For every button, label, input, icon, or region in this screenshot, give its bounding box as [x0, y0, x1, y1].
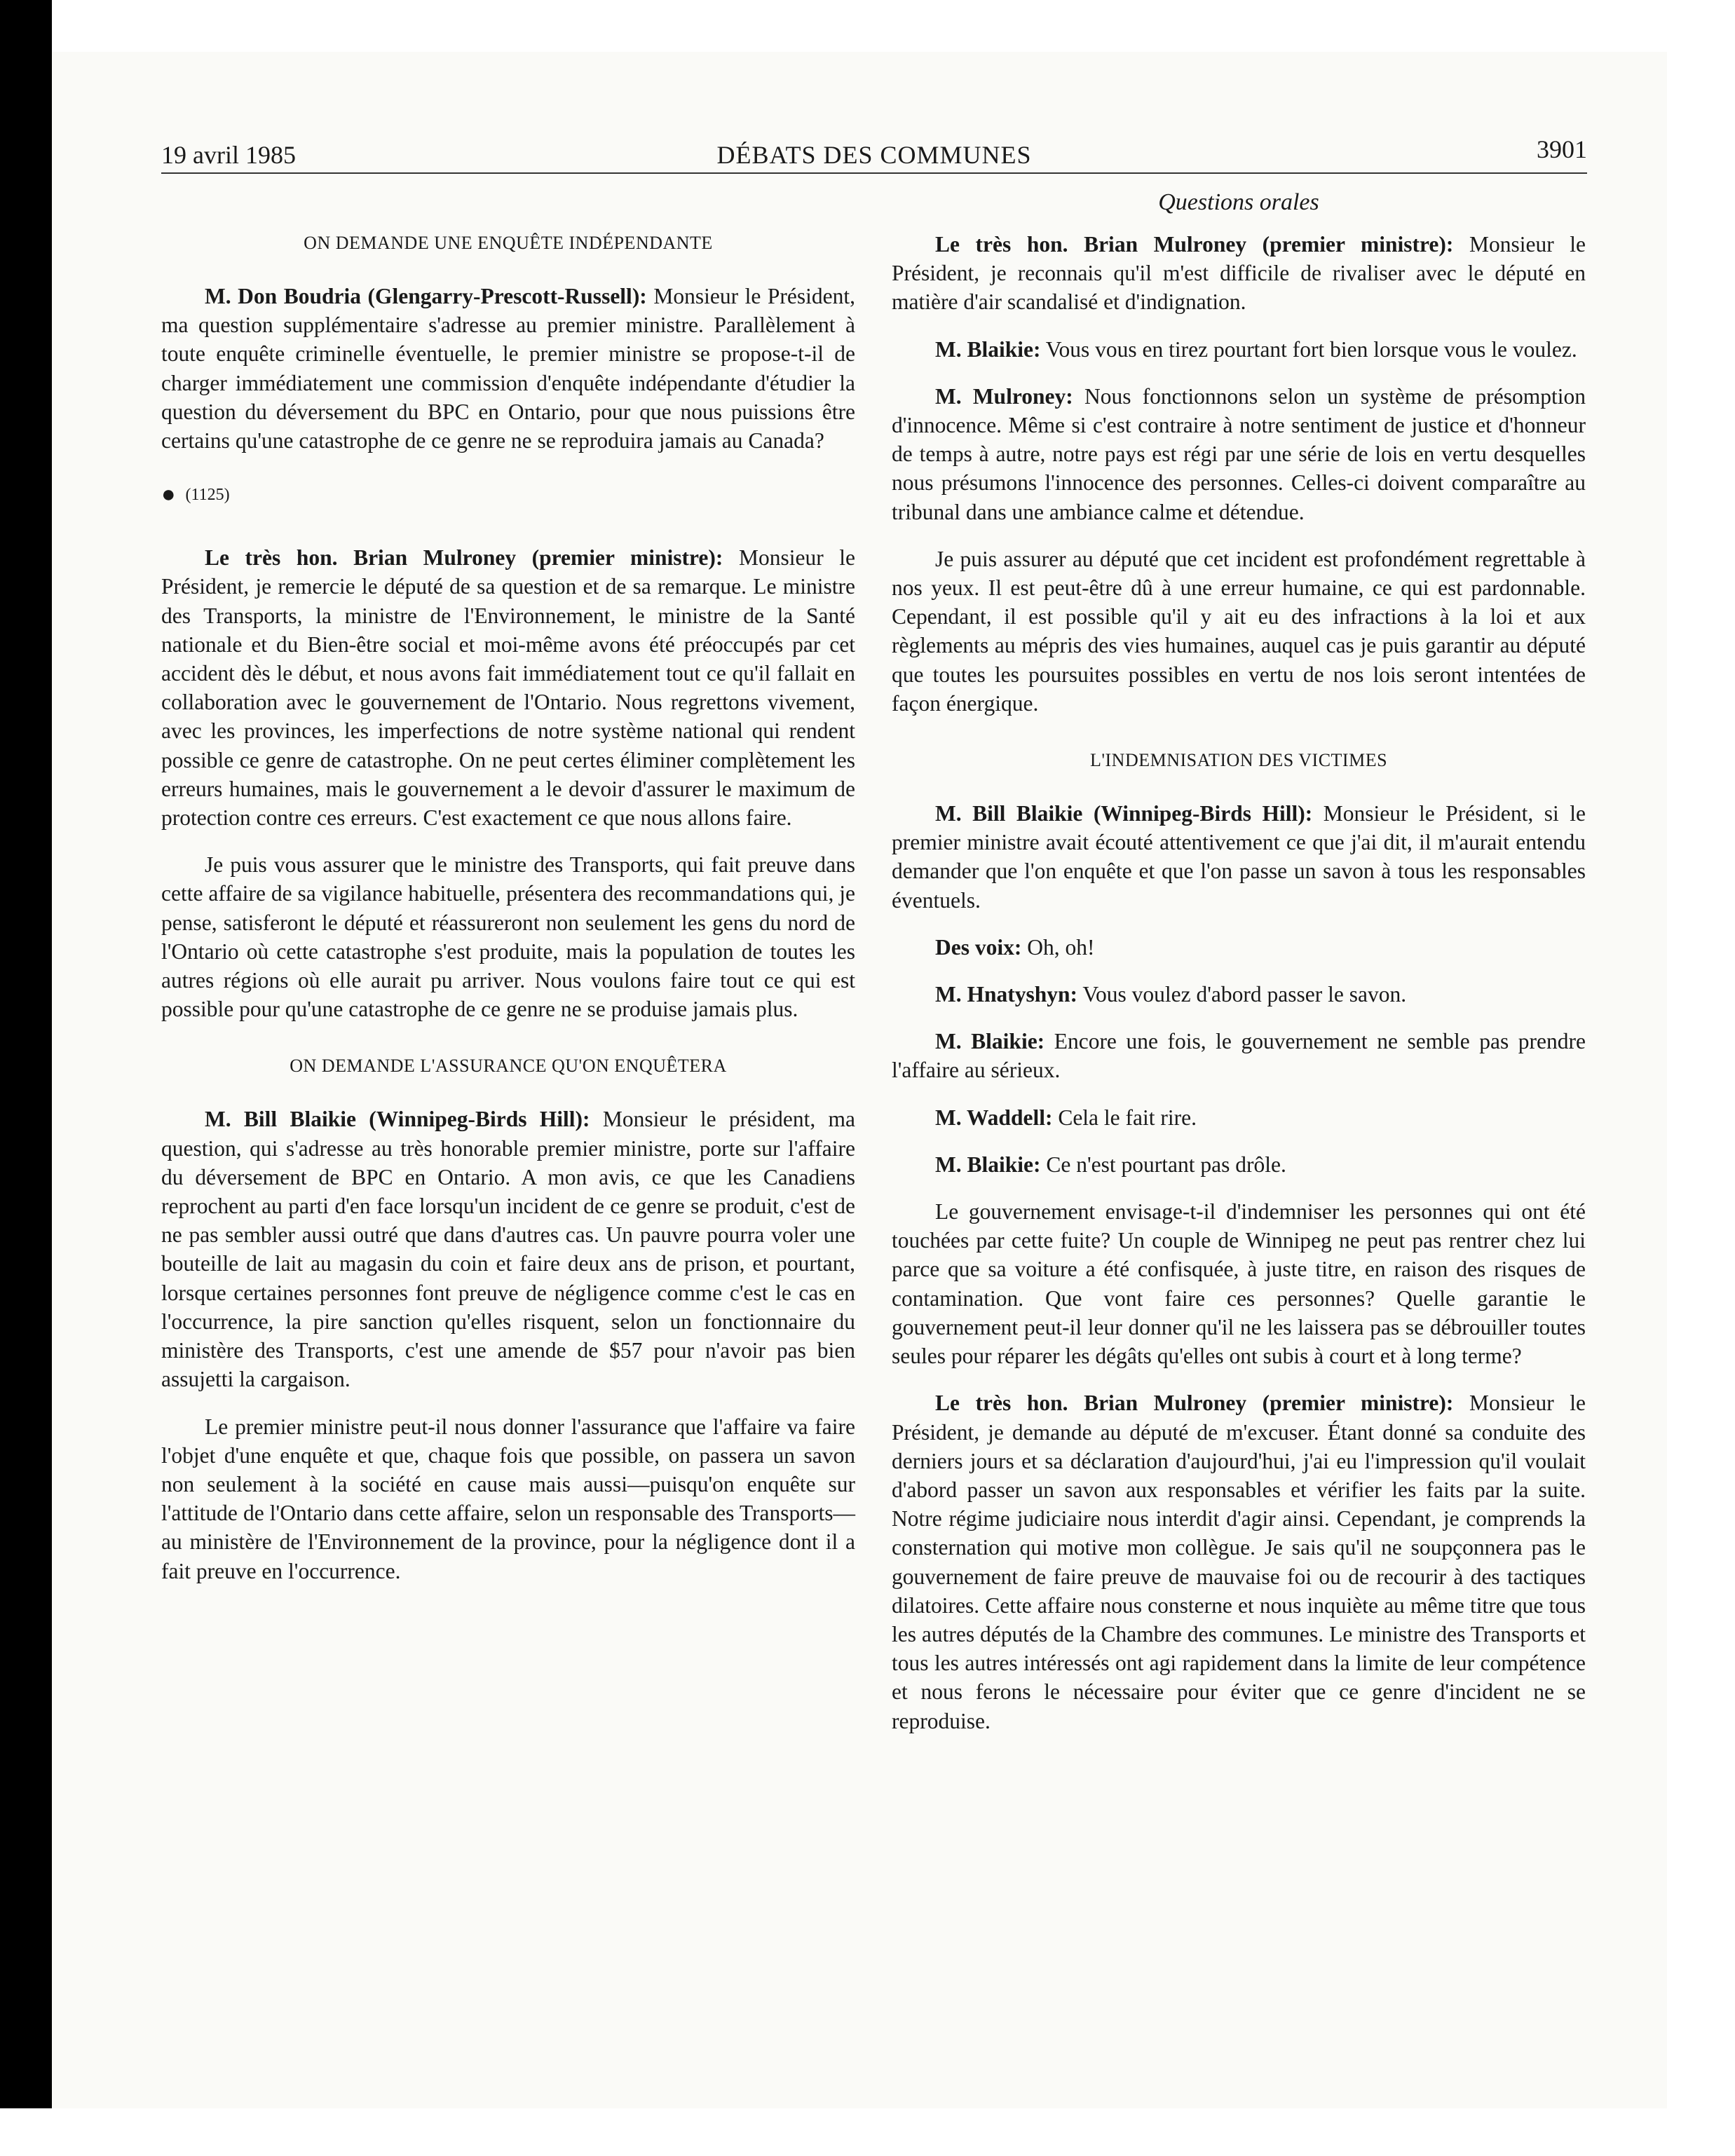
paragraph-text: Monsieur le Président, je demande au député de m'excuser. Étant donné sa conduite des derniers jours et sa déclaration d'aujourd'hui, j'ai eu l'impression qu'il voulait d'abord passer un savon aux responsables et vérifier les faits par la suite. Notre régime judiciaire nous interdit d'agir ainsi. Cependant, je comprends la consternation qui motive mon collègue. Je sais qu'il ne soupçonnera pas le gouvernement de faire preuve de mauvaise foi ou de recourir à des tactiques dilatoires. Cette affaire nous consterne et nous inquiète au même titre que tous les autres députés de la Chambre des communes. Le ministre des Transports et tous les autres intéressés ont agi rapidement dans la limite de leur compétence et nous ferons le nécessaire pour éviter que ce genre d'incident ne se reproduise. — [892, 1391, 1586, 1733]
section-heading: L'INDEMNISATION DES VICTIMES — [1089, 750, 1388, 771]
paragraph-text: Monsieur le président, ma question, qui s'adresse au très honorable premier ministre, porte sur l'affaire du déversement de BPC en Ontario. A mon avis, ce que les Canadiens reprochent au parti d'en face lorsqu'un incident de ce genre se produit, c'est de ne pas sembler aussi outré que dans d'autres cas. Un pauvre pourra voler une bouteille de lait au magasin du coin et faire deux ans de prison, et pourtant, lorsque certaines personnes font preuve de négligence comme c'est le cas en l'occurrence, la pire sanction qu'elles risquent, selon un fonctionnaire du ministère des Transports, c'est une amende de $57 pour n'avoir pas bien assujetti la cargaison. — [161, 1107, 855, 1392]
speaker-name: M. Blaikie: — [935, 1152, 1041, 1177]
paragraph-text: Vous voulez d'abord passer le savon. — [1077, 982, 1407, 1007]
right-column — [892, 188, 1586, 1754]
paragraph — [892, 335, 1586, 364]
paragraph — [892, 545, 1586, 718]
paragraph — [892, 980, 1586, 1009]
paragraph — [892, 1197, 1586, 1370]
paragraph-text: Le premier ministre peut-il nous donner l'assurance que l'affaire va faire l'objet d'une enquête et que, chaque fois que possible, on passera un savon non seulement à la société en cause mais aussi—puisqu'on enquête sur l'attitude de l'Ontario dans cette affaire, selon un responsable des Transports—au ministère de l'Environnement de la province, pour la négligence dont il a fait preuve en l'occurrence. — [161, 1414, 855, 1583]
header-date: 19 avril 1985 — [161, 141, 296, 169]
scan-border-bottom — [0, 2108, 1735, 2156]
paragraph-text: Je puis vous assurer que le ministre des Transports, qui fait preuve dans cette affaire de sa vigilance habituelle, présentera des recommandations qui, je pense, satisferont le député et réassureront non seulement les gens du nord de l'Ontario où cette catastrophe s'est produite, mais la population de toutes les autres régions où elle aurait pu arriver. Nous voulons faire tout ce qui est possible pour qu'une catastrophe de ce genre ne se produise jamais plus. — [161, 852, 855, 1022]
paragraph-text: Monsieur le Président, si le premier ministre avait écouté attentivement ce que j'ai dit, il m'aurait entendu demander que l'on enquête et que l'on passe un savon à tous les responsables éventuels. — [892, 801, 1586, 913]
speaker-name: Le très hon. Brian Mulroney (premier ministre): — [935, 232, 1454, 257]
bullet-icon: ● — [161, 482, 176, 508]
running-head: Questions orales — [1158, 189, 1319, 215]
paragraph-text: Oh, oh! — [1021, 934, 1095, 960]
timestamp — [161, 483, 855, 507]
paragraph — [161, 282, 855, 455]
header-title: DÉBATS DES COMMUNES — [716, 141, 1032, 169]
paragraph-text: Je puis assurer au député que cet incident est profondément regrettable à nos yeux. Il est peut-être dû à une erreur humaine, ce qui est pardonnable. Cependant, il est possible qu'il y ait eu des infractions à la loi et aux règlements au mépris des vies humaines, auquel cas je puis garantir au député que toutes les poursuites possibles en vertu de nos lois seront intentées de façon énergique. — [892, 546, 1586, 716]
paragraph — [161, 1412, 855, 1585]
speaker-name: M. Bill Blaikie (Winnipeg-Birds Hill): — [205, 1107, 590, 1132]
paragraph-text: Monsieur le Président, je reconnais qu'il m'est difficile de rivaliser avec le député en matière d'air scandalisé et d'indignation. — [892, 232, 1586, 315]
paragraph — [892, 799, 1586, 915]
section-heading: ON DEMANDE UNE ENQUÊTE INDÉPENDANTE — [304, 233, 713, 253]
scan-border-left — [0, 0, 52, 2156]
section-heading: ON DEMANDE L'ASSURANCE QU'ON ENQUÊTERA — [290, 1056, 727, 1077]
page-header — [161, 135, 1587, 174]
paragraph-text: Ce n'est pourtant pas drôle. — [1040, 1152, 1286, 1177]
speaker-name: Le très hon. Brian Mulroney (premier ministre): — [205, 545, 723, 571]
paragraph-text: Le gouvernement envisage-t-il d'indemniser les personnes qui ont été touchées par cette fuite? Un couple de Winnipeg ne peut pas rentrer chez lui parce que sa voiture a été confisquée, à juste titre, en raison des risques de contamination. Que vont faire ces personnes? Quelle garantie le gouvernement peut-il leur donner qu'il ne les laissera pas se débrouiller toutes seules pour réparer les dégâts qu'elles ont subis à court et à long terme? — [892, 1199, 1586, 1369]
paragraph-text: Monsieur le Président, ma question supplémentaire s'adresse au premier ministre. Parallèlement à toute enquête criminelle éventuelle, le premier ministre se propose-t-il de charger immédiatement une commission d'enquête indépendante d'étudier la question du déversement du BPC en Ontario, pour que nous puissions être certains qu'une catastrophe de ce genre ne se reproduira jamais au Canada? — [161, 284, 855, 453]
paragraph — [892, 1150, 1586, 1179]
paragraph-text: Monsieur le Président, je remercie le député de sa question et de sa remarque. Le ministre des Transports, la ministre de l'Environnement, le ministre de la Santé nationale et du Bien-être social et moi-même avons été préoccupés par cet accident dès le début, et nous avons fait immédiatement tout ce qu'il fallait en collaboration avec le gouvernement de l'Ontario. Nous regrettons vivement, avec les provinces, les imperfections de notre système national qui rendent possible ce genre de catastrophe. On ne peut certes éliminer complètement les erreurs humaines, mais le gouvernement a le devoir d'assurer le maximum de protection contre ces erreurs. C'est exactement ce que nous allons faire. — [161, 545, 855, 831]
paragraph — [161, 1105, 855, 1393]
speaker-name: M. Hnatyshyn: — [935, 982, 1078, 1007]
left-column — [161, 188, 855, 1604]
speaker-name: M. Blaikie: — [935, 336, 1041, 362]
paragraph — [892, 382, 1586, 526]
paragraph-text: Encore une fois, le gouvernement ne semble pas prendre l'affaire au sérieux. — [892, 1029, 1586, 1083]
scan-border-right — [1667, 0, 1735, 2156]
paragraph — [161, 543, 855, 832]
paragraph — [892, 933, 1586, 962]
paragraph — [892, 1103, 1586, 1132]
speaker-name: M. Mulroney: — [935, 383, 1073, 409]
speaker-name: Le très hon. Brian Mulroney (premier ministre): — [935, 1391, 1454, 1416]
speaker-name: M. Waddell: — [935, 1105, 1053, 1130]
speaker-name: M. Don Boudria (Glengarry-Prescott-Russell): — [205, 284, 647, 308]
paragraph — [892, 1389, 1586, 1735]
speaker-name: M. Bill Blaikie (Winnipeg-Birds Hill): — [935, 801, 1313, 826]
paragraph — [892, 230, 1586, 317]
speaker-name: Des voix: — [935, 934, 1022, 960]
paragraph — [161, 850, 855, 1023]
page-number: 3901 — [1537, 135, 1587, 163]
paragraph-text: Nous fonctionnons selon un système de présomption d'innocence. Même si c'est contraire à notre sentiment de justice et d'honneur de temps à autre, notre pays est régi par une série de lois en vertu desquelles nous présumons l'innocence des personnes. Celles-ci doivent comparaître au tribunal dans une ambiance calme et détendue. — [892, 383, 1586, 524]
paragraph — [892, 1027, 1586, 1084]
speaker-name: M. Blaikie: — [935, 1029, 1045, 1054]
timestamp-text: (1125) — [185, 486, 230, 505]
paragraph-text: Vous vous en tirez pourtant fort bien lorsque vous le voulez. — [1040, 336, 1577, 362]
paragraph-text: Cela le fait rire. — [1052, 1105, 1197, 1130]
